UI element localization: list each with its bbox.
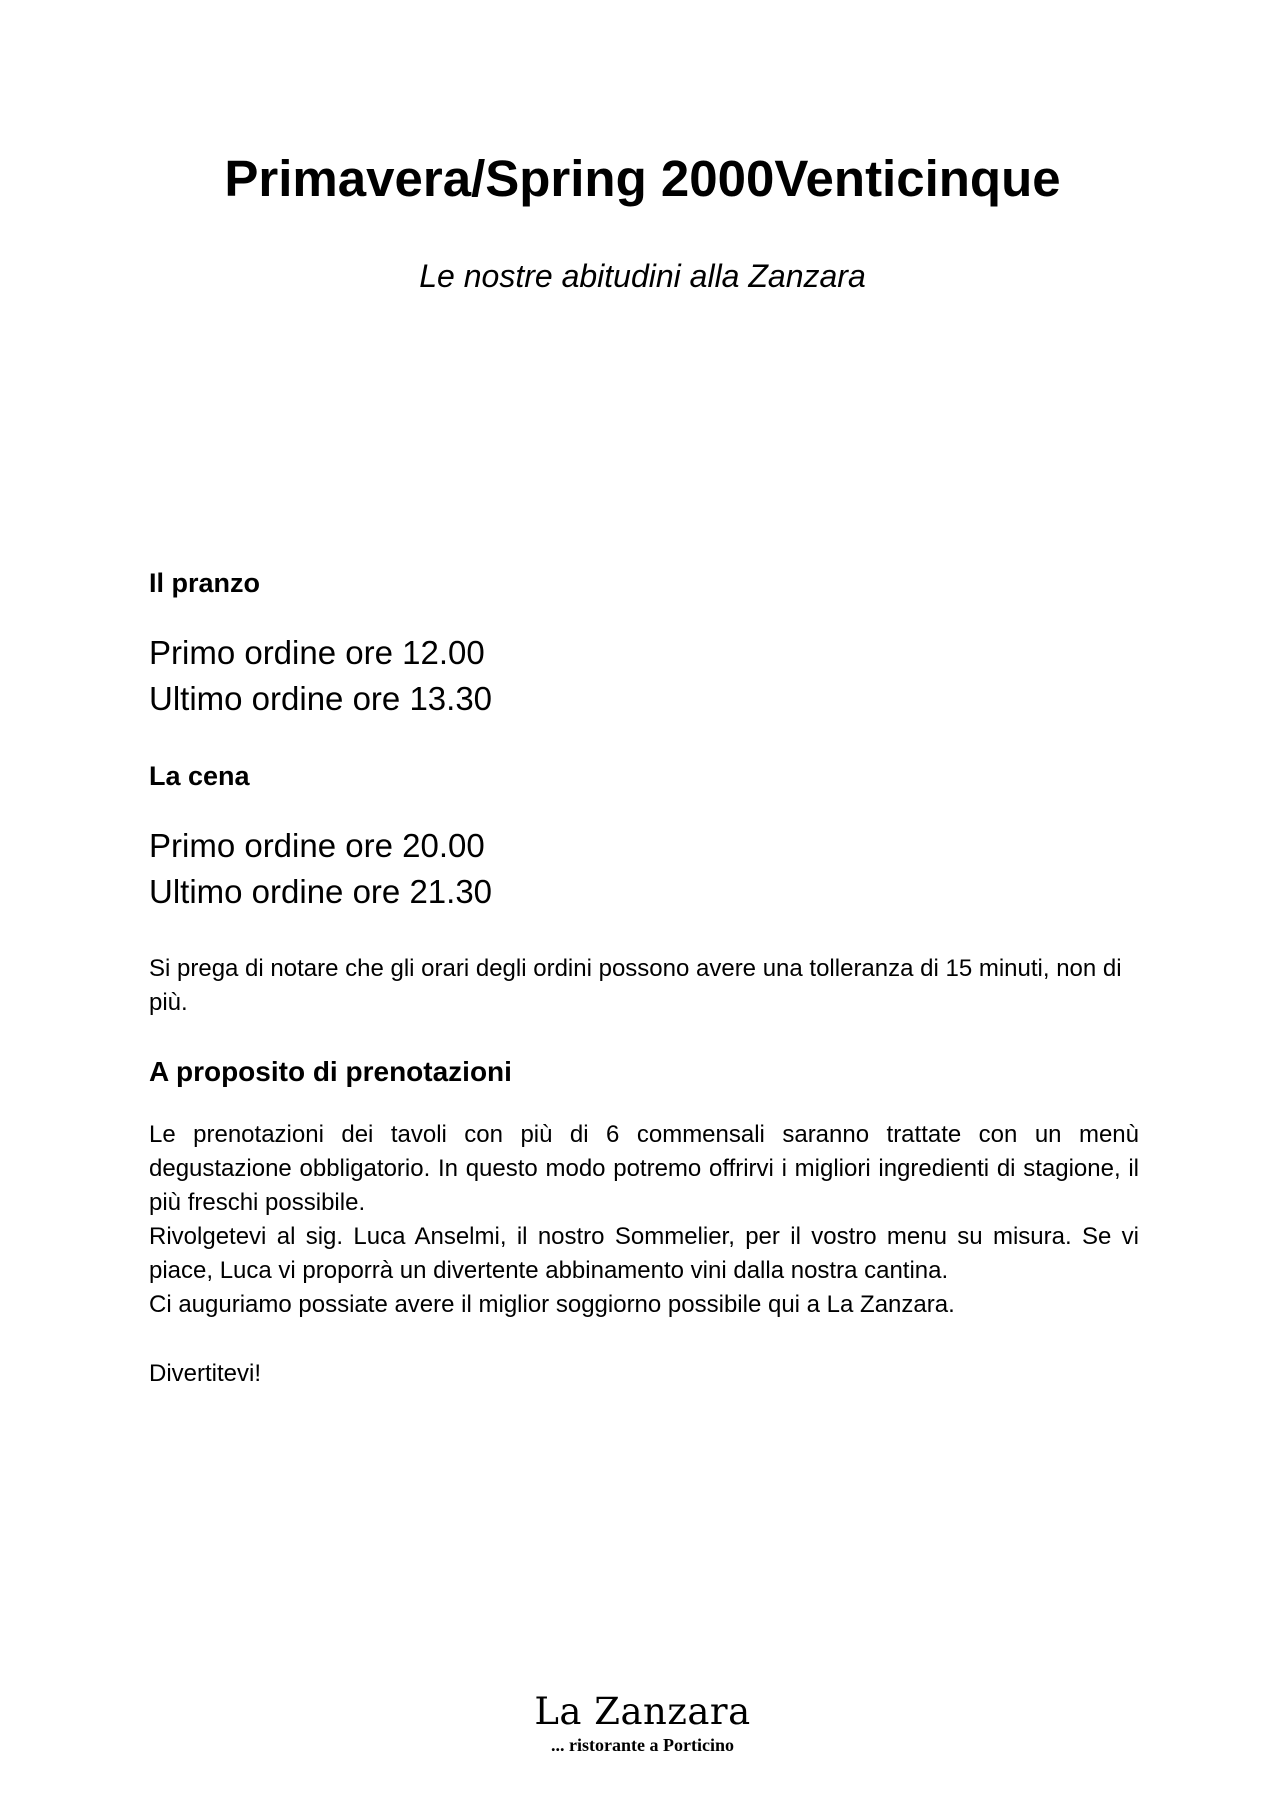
dinner-section [149,759,1139,915]
lunch-last-order: Ultimo ordine ore 13.30 [149,680,493,717]
dinner-last-order: Ultimo ordine ore 21.30 [149,873,493,910]
lunch-first-order: Primo ordine ore 12.00 [149,634,485,671]
reservations-section [149,1054,1139,1322]
dinner-first-order: Primo ordine ore 20.00 [149,827,485,864]
lunch-heading: Il pranzo [149,568,261,598]
dinner-hours [149,823,1139,915]
page-subtitle: Le nostre abitudini alla Zanzara [419,258,866,294]
page-title: Primavera/Spring 2000Venticinque [224,150,1061,207]
sign-off: Divertitevi! [149,1360,262,1387]
footer-brand: La Zanzara [534,1690,751,1733]
reservations-heading: A proposito di prenotazioni [149,1056,512,1087]
reservations-paragraph-3: Ci auguriamo possiate avere il miglior soggiorno possibile qui a La Zanzara. [149,1291,955,1318]
footer-tagline: ... ristorante a Porticino [551,1735,734,1755]
lunch-hours [149,630,1139,722]
document-body [149,566,1139,1391]
tolerance-note: Si prega di notare che gli orari degli ordini possono avere una tolleranza di 15 minuti, non di più. [149,955,1122,1016]
reservations-paragraph-2: Rivolgetevi al sig. Luca Anselmi, il nostro Sommelier, per il vostro menu su misura. Se vi piace, Luca vi proporrà un divertente abbinamento vini dalla nostra cantina. [149,1223,1139,1284]
reservations-paragraph-1: Le prenotazioni dei tavoli con più di 6 commensali saranno trattate con un menù degustazione obbligatorio. In questo modo potremo offrirvi i migliori ingredienti di stagione, il più freschi possibile. [149,1121,1139,1216]
dinner-heading: La cena [149,761,250,791]
lunch-section [149,566,1139,722]
footer-logo [0,1690,1285,1756]
reservations-text [149,1118,1139,1322]
